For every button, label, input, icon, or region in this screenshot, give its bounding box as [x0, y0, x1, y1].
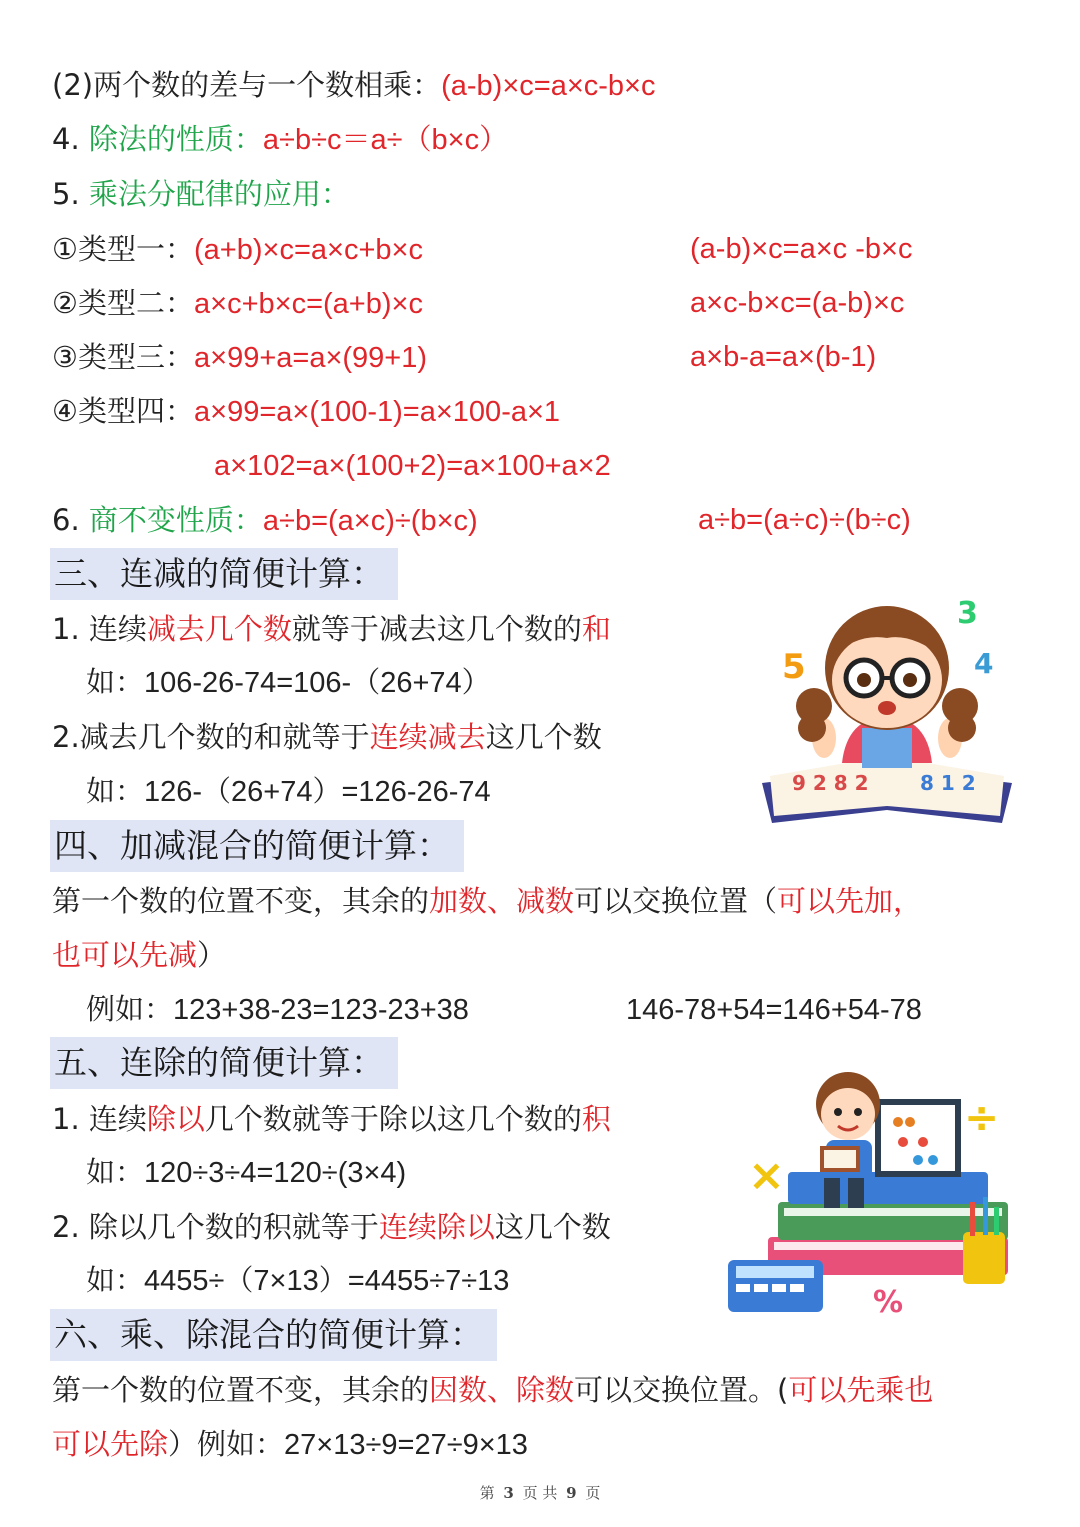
- line-label: (2)两个数的差与一个数相乘：: [52, 68, 442, 102]
- type-label: ①类型一：: [52, 232, 194, 266]
- sec5-example-2: 如：4455÷（7×13）=4455÷7÷13: [86, 1265, 510, 1297]
- line-type-four: [52, 392, 560, 431]
- text: ）例如：27×13÷9=27÷9×13: [168, 1429, 528, 1461]
- sec6-rule-line-2: [52, 1425, 528, 1464]
- line-quotient-invariance: [52, 501, 478, 540]
- section-heading-multiply-divide-mixed: 六、乘、除混合的简便计算：: [50, 1309, 497, 1361]
- line-difference-times-number: [52, 66, 655, 105]
- text: 这几个数: [494, 1210, 611, 1244]
- sec5-rule-1: [52, 1100, 611, 1138]
- svg-text:×: ×: [748, 1150, 785, 1201]
- page-footer: [0, 1482, 1080, 1503]
- svg-text:5: 5: [782, 647, 806, 687]
- sec4-example-1: 例如：123+38-23=123-23+38: [86, 994, 469, 1026]
- svg-text:÷: ÷: [964, 1093, 1000, 1142]
- svg-text:3: 3: [957, 596, 978, 631]
- formula: a×99=a×(100-1)=a×100-a×1: [194, 396, 561, 428]
- text: ）: [197, 938, 227, 972]
- text: 就等于减去这几个数的: [291, 612, 582, 646]
- text: 这几个数: [485, 720, 602, 754]
- item-title: 商不变性质：: [88, 503, 263, 537]
- sec4-example-2: 146-78+54=146+54-78: [626, 994, 922, 1026]
- section-heading-continuous-subtraction: 三、连减的简便计算：: [50, 548, 398, 600]
- line-type-two: [52, 284, 423, 323]
- highlight: 连续除以: [378, 1210, 495, 1244]
- highlight: 积: [581, 1102, 611, 1136]
- text: 可以交换位置。(: [574, 1373, 789, 1407]
- text: 第一个数的位置不变，其余的: [52, 1373, 430, 1407]
- type-label: ④类型四：: [52, 394, 194, 428]
- formula: (a+b)×c=a×c+b×c: [194, 234, 423, 266]
- formula-type-one-alt: (a-b)×c=a×c -b×c: [690, 233, 913, 265]
- section-heading-add-subtract-mixed: 四、加减混合的简便计算：: [50, 820, 464, 872]
- highlight: 减去几个数: [146, 612, 292, 646]
- line-type-one: [52, 230, 423, 269]
- highlight: 也可以先减: [52, 938, 198, 972]
- sec3-example-1: 如：106-26-74=106-（26+74）: [86, 667, 491, 699]
- highlight: 和: [581, 612, 611, 646]
- formula: a÷b=(a×c)÷(b×c): [262, 505, 478, 537]
- svg-text:4: 4: [974, 647, 994, 680]
- girl-reading-illustration: [752, 578, 1022, 833]
- text: 第一个数的位置不变，其余的: [52, 884, 430, 918]
- highlight: 可以先除: [52, 1427, 169, 1461]
- text: 1. 连续: [52, 612, 147, 646]
- text: 几个数就等于除以这几个数的: [204, 1102, 582, 1136]
- highlight: 可以先加，: [777, 884, 923, 918]
- type-label: ③类型三：: [52, 340, 194, 374]
- footer-text: 第: [479, 1484, 495, 1502]
- boy-reading-illustration: [728, 1062, 1023, 1322]
- item-title: 除法的性质：: [88, 122, 263, 156]
- text: 可以交换位置（: [574, 884, 778, 918]
- highlight: 除以: [146, 1102, 205, 1136]
- sec6-rule-line-1: [52, 1371, 933, 1409]
- sec3-example-2: 如：126-（26+74）=126-26-74: [86, 776, 491, 808]
- formula: a÷b÷c＝a÷（b×c）: [262, 124, 509, 156]
- sec4-rule-line-2: [52, 936, 226, 974]
- total-page-number: 9: [566, 1484, 577, 1502]
- item-number: 6.: [52, 503, 89, 537]
- formula: a×c+b×c=(a+b)×c: [194, 288, 423, 320]
- sec5-rule-2: [52, 1208, 611, 1246]
- highlight: 加数、减数: [429, 884, 575, 918]
- sec3-rule-2: [52, 718, 602, 756]
- formula: (a-b)×c=a×c-b×c: [441, 70, 656, 102]
- highlight: 连续减去: [369, 720, 486, 754]
- item-title: 乘法分配律的应用：: [88, 177, 350, 211]
- svg-text:%: %: [873, 1285, 904, 1320]
- footer-text: 页: [585, 1484, 601, 1502]
- text: 2.减去几个数的和就等于: [52, 720, 370, 754]
- section-heading-continuous-division: 五、连除的简便计算：: [50, 1037, 398, 1089]
- highlight: 因数、除数: [429, 1373, 575, 1407]
- item-number: 5.: [52, 177, 89, 211]
- text: 1. 连续: [52, 1102, 147, 1136]
- current-page-number: 3: [503, 1484, 514, 1502]
- line-type-three: [52, 338, 427, 377]
- svg-text:9 2 8 2: 9 2 8 2: [792, 771, 869, 795]
- formula: a×99+a=a×(99+1): [194, 342, 428, 374]
- line-division-property: [52, 120, 508, 159]
- line-distributive-application: [52, 175, 350, 213]
- type-label: ②类型二：: [52, 286, 194, 320]
- sec4-rule-line-1: [52, 882, 922, 920]
- text: 2. 除以几个数的积就等于: [52, 1210, 379, 1244]
- item-number: 4.: [52, 122, 89, 156]
- formula-type-two-alt: a×c-b×c=(a-b)×c: [690, 287, 905, 319]
- footer-text: 页 共: [522, 1484, 558, 1502]
- formula-type-four-second: a×102=a×(100+2)=a×100+a×2: [214, 450, 611, 482]
- highlight: 可以先乘也: [788, 1373, 934, 1407]
- svg-text:8 1 2: 8 1 2: [920, 771, 976, 795]
- sec3-rule-1: [52, 610, 611, 648]
- sec5-example-1: 如：120÷3÷4=120÷(3×4): [86, 1157, 407, 1189]
- formula-quotient-alt: a÷b=(a÷c)÷(b÷c): [698, 504, 911, 536]
- formula-type-three-alt: a×b-a=a×(b-1): [690, 341, 877, 373]
